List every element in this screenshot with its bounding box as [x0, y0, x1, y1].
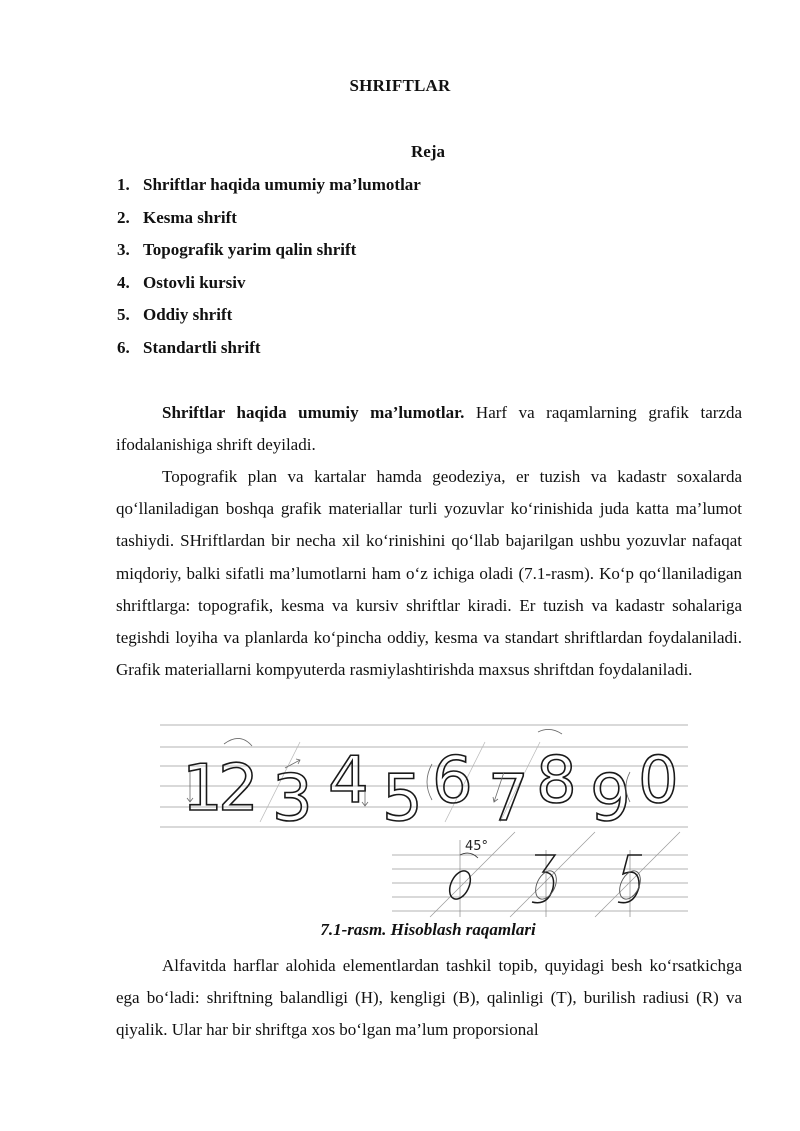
plan-item-number: 2. — [117, 207, 130, 227]
digit: 1 — [182, 752, 223, 826]
plan-item — [117, 237, 421, 270]
plan-item-number: 5. — [117, 305, 130, 324]
digit: 4 — [328, 744, 369, 818]
digits-figure — [160, 722, 688, 920]
digit: 6 — [432, 744, 473, 818]
construction-digits — [446, 855, 645, 903]
plan-item-text: Ostovli kursiv — [143, 272, 246, 292]
paragraph-intro-text: Harf va raqamlarning grafik tarzda ifodalanishiga shrift deyiladi. — [116, 403, 742, 455]
plan-item-text: Oddiy shrift — [143, 305, 233, 324]
digit: 0 — [638, 744, 679, 818]
digit: 5 — [382, 762, 423, 836]
paragraph-body: Topografik plan va kartalar hamda geodeziya, er tuzish va kadastr soxalarda qo‘llaniladigan boshqa grafik materiallar turli yozuvlar ko‘rinishida juda katta ma’lumot tashiydi. SHriftlardan bir necha xil ko‘rinishini qo‘llab bajarilgan ushbu yozuvlar nafaqat miqdoriy, balki sifatli ma’lumotlarni ham o‘z ichiga oladi (7.1-rasm). Ko‘p qo‘llaniladigan shriftlarga: topografik, kesma va kursiv shriftlar kiradi. Er tuzish va kadastr sohalariga tegishdi loyiha va planlarda ko‘pincha oddiy, kesma va standart shriftlardan foydalaniladi. Grafik materiallarni kompyuterda rasmiylashtirishda maxsus shriftdan foydalaniladi. — [116, 467, 742, 680]
plan-list — [117, 172, 421, 367]
plan-item — [117, 205, 421, 238]
digit: 7 — [488, 762, 529, 836]
document-title: SHRIFTLAR — [349, 76, 451, 95]
digit: 2 — [218, 752, 259, 826]
plan-title: Reja — [411, 142, 445, 161]
plan-item-text: Shriftlar haqida umumiy ma’lumotlar — [143, 175, 421, 194]
paragraph-intro — [116, 397, 742, 461]
digit: 3 — [272, 762, 313, 836]
plan-item — [117, 335, 421, 368]
figure-caption: 7.1-rasm. Hisoblash raqamlari — [320, 920, 536, 939]
plan-item — [117, 302, 421, 335]
digit: 8 — [536, 744, 577, 818]
plan-item — [117, 172, 421, 205]
plan-item — [117, 270, 421, 303]
angle-label: 45° — [465, 839, 489, 854]
digit: 9 — [590, 762, 631, 836]
plan-item-number: 1. — [117, 175, 130, 194]
paragraph-lead: Shriftlar haqida umumiy ma’lumotlar. — [162, 403, 465, 422]
plan-item-number: 4. — [117, 272, 130, 292]
digits-row — [182, 744, 679, 836]
plan-item-text: Kesma shrift — [143, 207, 237, 227]
paragraph-alphabet: Alfavitda harflar alohida elementlardan tashkil topib, quyidagi besh ko‘rsatkichga ega bo‘ladi: shriftning balandligi (H), kengligi (B), qalinligi (T), burilish radiusi (R) va qiyalik. Ular har bir shriftga xos bo‘lgan ma’lum proporsional — [116, 956, 742, 1040]
plan-item-text: Topografik yarim qalin shrift — [143, 240, 357, 259]
construction-digit-3 — [532, 855, 555, 903]
plan-item-number: 6. — [117, 337, 130, 357]
plan-item-number: 3. — [117, 240, 130, 259]
plan-item-text: Standartli shrift — [143, 337, 261, 357]
